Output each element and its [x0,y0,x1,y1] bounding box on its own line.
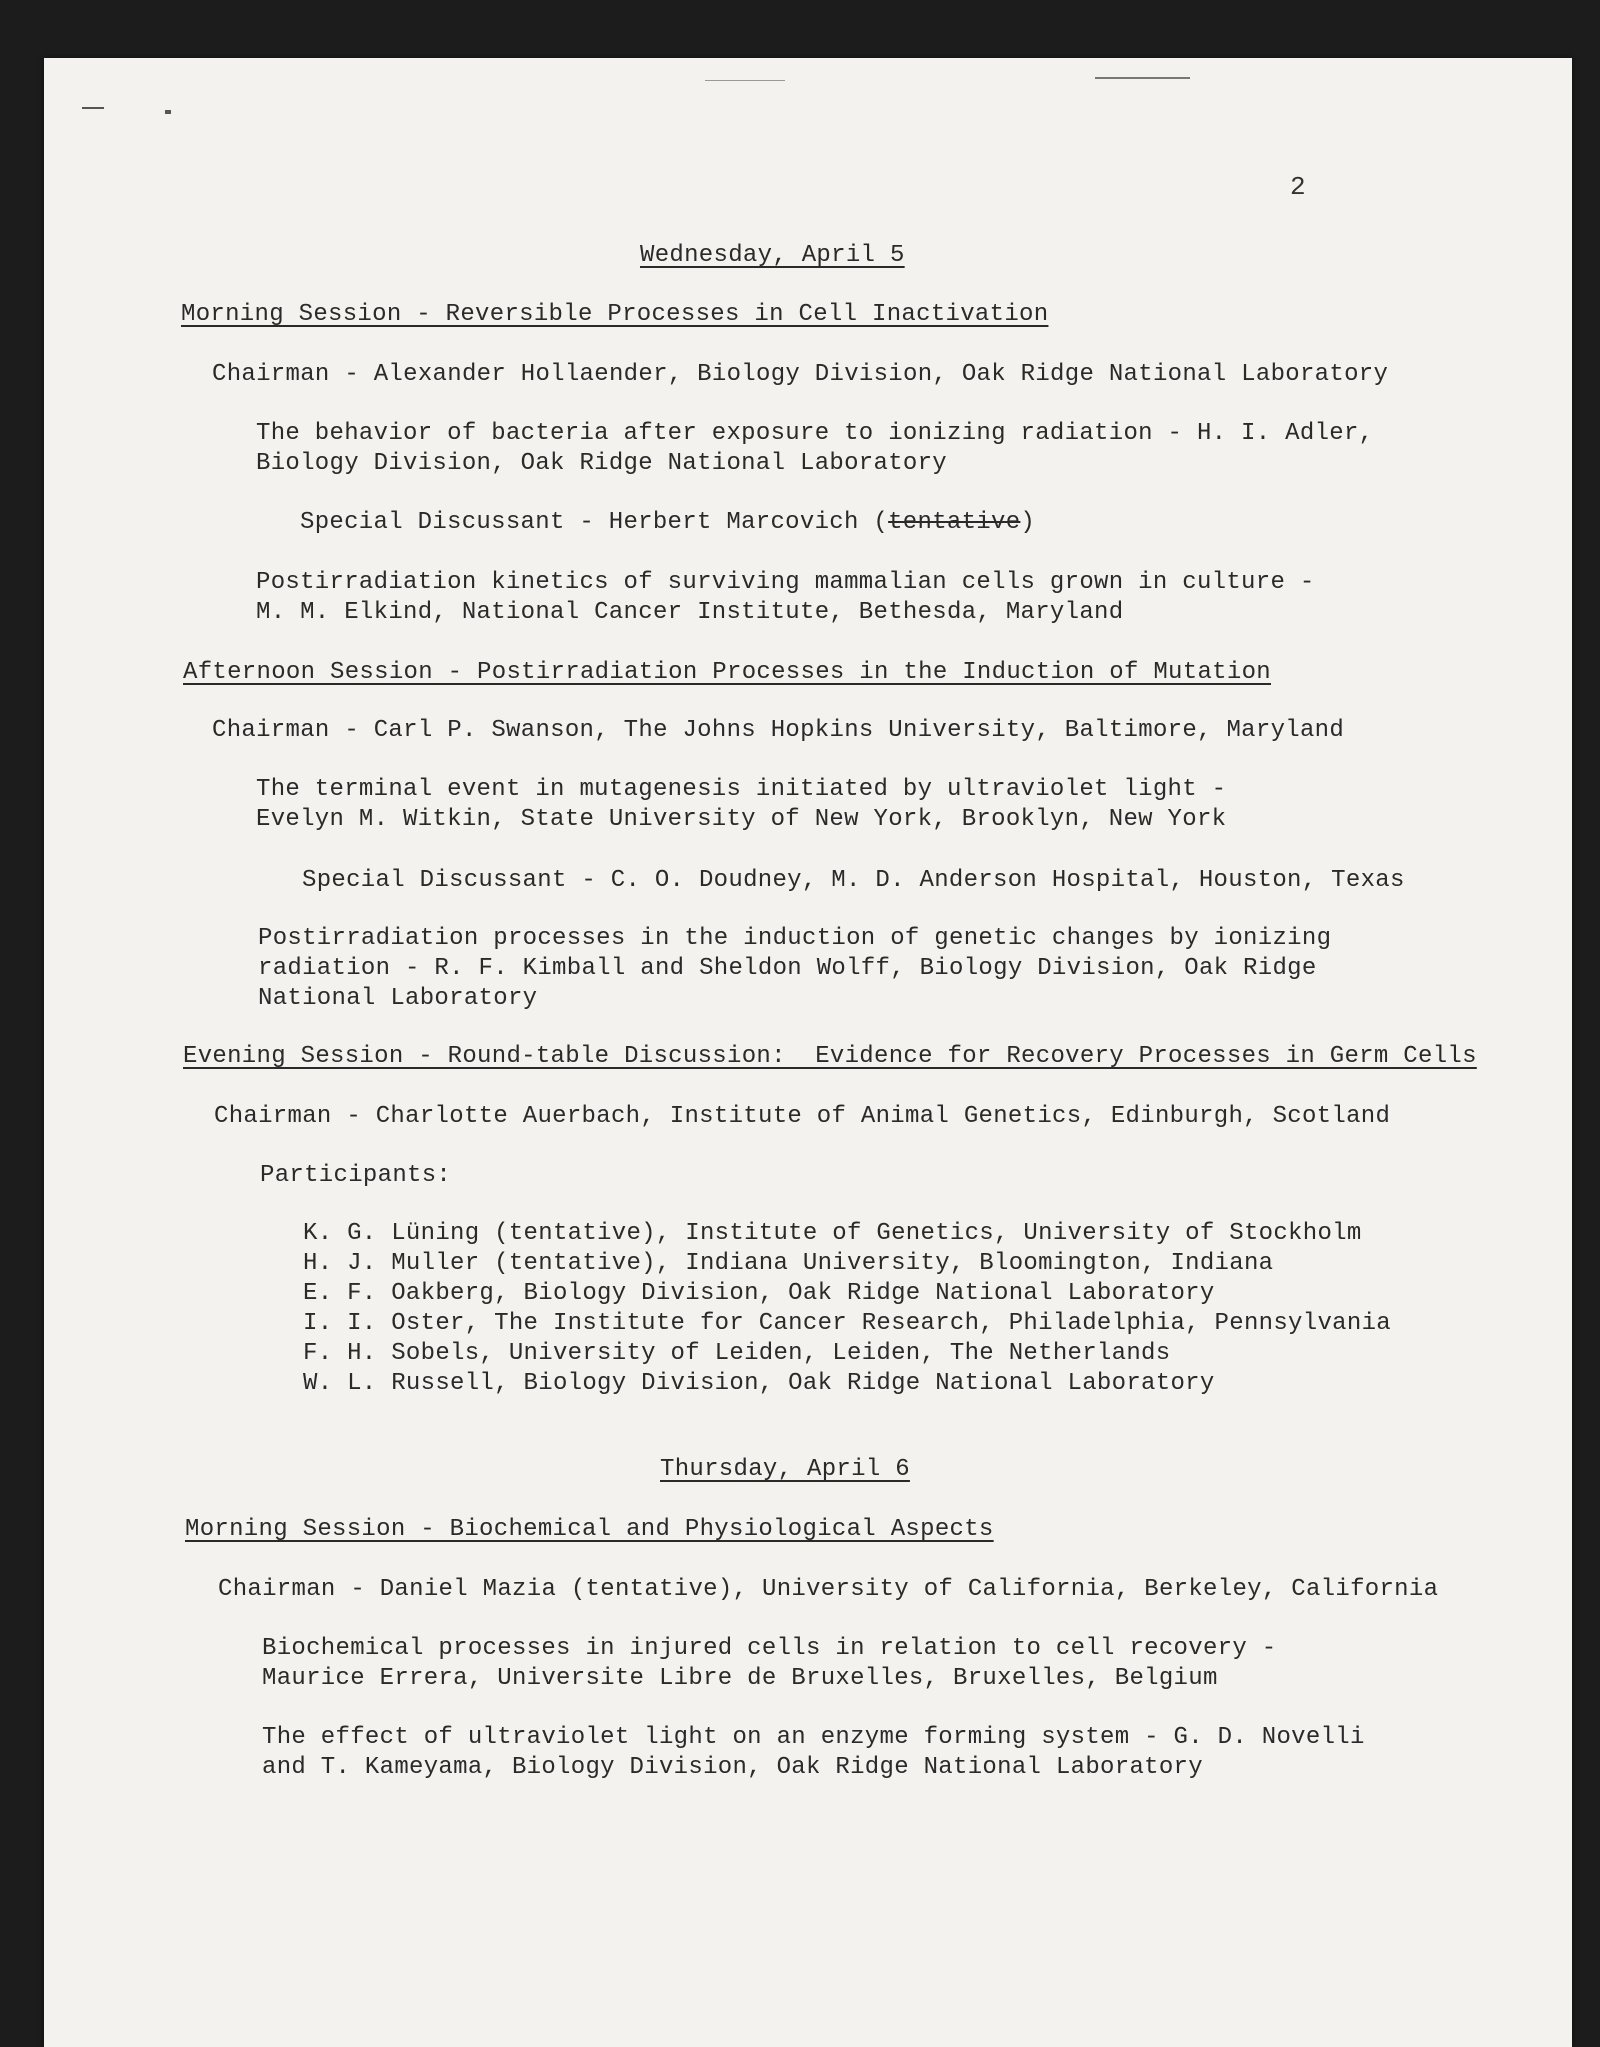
talk-line: and T. Kameyama, Biology Division, Oak Ridge National Laboratory [262,1754,1203,1781]
special-discussant: Special Discussant - C. O. Doudney, M. D. Anderson Hospital, Houston, Texas [302,867,1405,894]
talk-line: Maurice Errera, Universite Libre de Bruxelles, Bruxelles, Belgium [262,1665,1218,1692]
talk-line: Biology Division, Oak Ridge National Laboratory [256,450,948,477]
stray-mark [165,110,171,114]
session-title: Evening Session - Round-table Discussion: Evidence for Recovery Processes in Germ Cells [183,1043,1477,1070]
page-number: 2 [1290,172,1306,202]
stray-mark [705,80,785,81]
participant: K. G. Lüning (tentative), Institute of Genetics, University of Stockholm [303,1220,1362,1247]
session-title: Morning Session - Biochemical and Physiological Aspects [185,1516,994,1543]
participant: E. F. Oakberg, Biology Division, Oak Ridge National Laboratory [303,1280,1215,1307]
participant: F. H. Sobels, University of Leiden, Leiden, The Netherlands [303,1340,1171,1367]
stray-mark [1095,77,1190,79]
session-title: Morning Session - Reversible Processes in Cell Inactivation [181,301,1049,328]
talk-line: National Laboratory [258,985,538,1012]
day-heading-thursday: Thursday, April 6 [660,1456,910,1483]
talk-line: M. M. Elkind, National Cancer Institute, Bethesda, Maryland [256,599,1124,626]
talk-line: Biochemical processes in injured cells in relation to cell recovery - [262,1635,1277,1662]
talk-line: Postirradiation kinetics of surviving mammalian cells grown in culture - [256,569,1315,596]
talk-line: The behavior of bacteria after exposure to ionizing radiation - H. I. Adler, [256,420,1374,447]
participants-label: Participants: [260,1162,452,1189]
special-discussant [300,508,1035,538]
talk-line: The effect of ultraviolet light on an enzyme forming system - G. D. Novelli [262,1724,1365,1751]
day-heading-wednesday: Wednesday, April 5 [640,242,905,269]
session-chairman: Chairman - Daniel Mazia (tentative), University of California, Berkeley, California [218,1576,1439,1603]
session-chairman: Chairman - Charlotte Auerbach, Institute of Animal Genetics, Edinburgh, Scotland [214,1103,1391,1130]
session-chairman: Chairman - Carl P. Swanson, The Johns Hopkins University, Baltimore, Maryland [212,717,1345,744]
talk-line: radiation - R. F. Kimball and Sheldon Wolff, Biology Division, Oak Ridge [258,955,1317,982]
talk-line: The terminal event in mutagenesis initiated by ultraviolet light - [256,776,1227,803]
struck-text: tentative [888,509,1021,536]
discussant-suffix: ) [1020,509,1036,536]
participant: H. J. Muller (tentative), Indiana University, Bloomington, Indiana [303,1250,1274,1277]
session-chairman: Chairman - Alexander Hollaender, Biology Division, Oak Ridge National Laboratory [212,361,1389,388]
participant: I. I. Oster, The Institute for Cancer Research, Philadelphia, Pennsylvania [303,1310,1391,1337]
talk-line: Evelyn M. Witkin, State University of New York, Brooklyn, New York [256,806,1227,833]
discussant-text: Special Discussant - Herbert Marcovich ( [300,509,889,536]
talk-line: Postirradiation processes in the induction of genetic changes by ionizing [258,925,1332,952]
participant: W. L. Russell, Biology Division, Oak Ridge National Laboratory [303,1370,1215,1397]
session-title: Afternoon Session - Postirradiation Processes in the Induction of Mutation [183,659,1271,686]
stray-mark [82,107,104,109]
